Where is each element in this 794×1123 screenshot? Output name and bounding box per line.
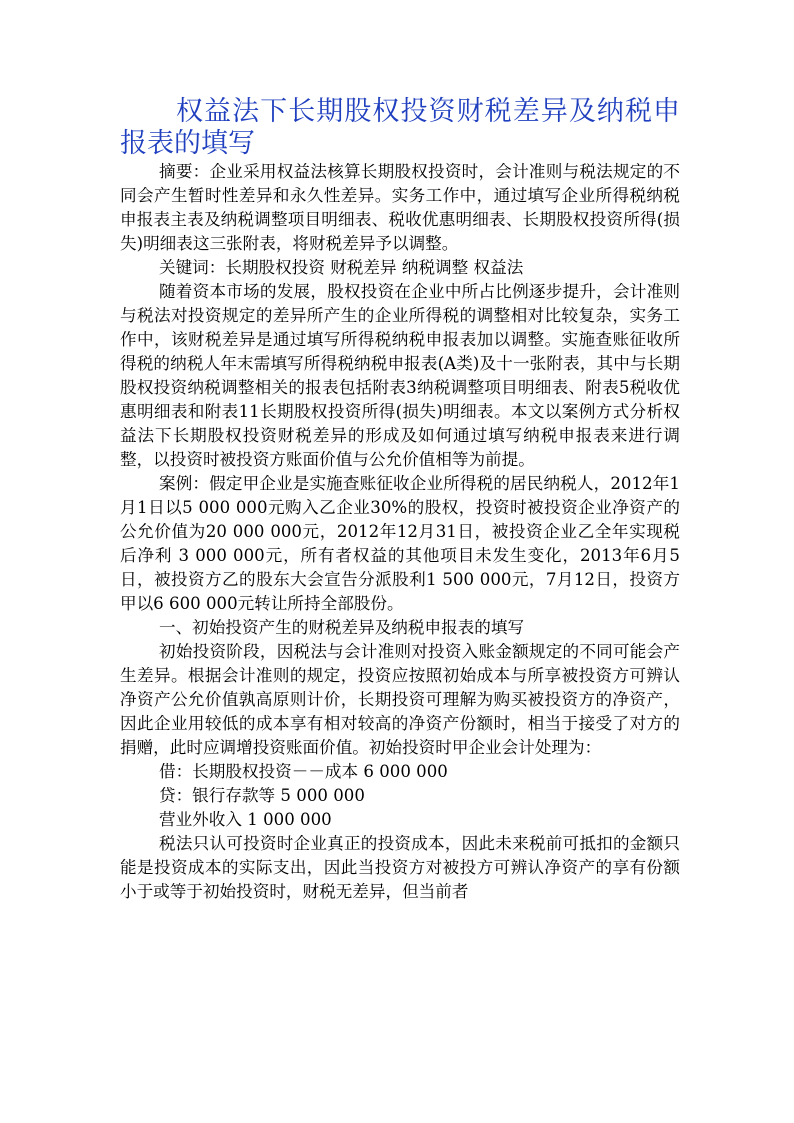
- section-paragraph: 初始投资阶段，因税法与会计准则对投资入账金额规定的不同可能会产生差异。根据会计准则的规定，投资应按照初始成本与所享被投资方可辨认净资产公允价值孰高原则计价，长期投资可理解为购买被投资方的净资产，因此企业用较低的成本享有相对较高的净资产份额时，相当于接受了对方的捐赠，此时应调增投资账面价值。初始投资时甲企业会计处理为：: [120, 642, 680, 757]
- journal-entry-credit-2: 营业外收入 1 000 000: [159, 810, 332, 829]
- abstract-paragraph: 摘要：企业采用权益法核算长期股权投资时，会计准则与税法规定的不同会产生暂时性差异和永久性差异。实务工作中，通过填写企业所得税纳税申报表主表及纳税调整项目明细表、税收优惠明细表、长期股权投资所得(损失)明细表这三张附表，将财税差异予以调整。: [120, 162, 680, 253]
- case-paragraph: 案例：假定甲企业是实施查账征收企业所得税的居民纳税人，2012年1月1日以5 000 000元购入乙企业30%的股权，投资时被投资企业净资产的公允价值为20 000 000元，2012年12月31日，被投资企业乙全年实现税后净利 3 000 000元，所有者权益的其他项目未发生变化，2013年6月5日，被投资方乙的股东大会宣告分派股利1 500 000元，7月12日，投资方甲以6 600 000元转让所持全部股份。: [120, 474, 680, 613]
- document-page: [120, 96, 680, 904]
- journal-entry-credit: 贷：银行存款等 5 000 000: [159, 786, 365, 805]
- section-heading: 一、初始投资产生的财税差异及纳税申报表的填写: [159, 618, 525, 637]
- intro-paragraph: 随着资本市场的发展，股权投资在企业中所占比例逐步提升，会计准则与税法对投资规定的差异所产生的企业所得税的调整相对比较复杂，实务工作中，该财税差异是通过填写所得税纳税申报表加以调整。实施查账征收所得税的纳税人年末需填写所得税纳税申报表(A类)及十一张附表，其中与长期股权投资纳税调整相关的报表包括附表3纳税调整项目明细表、附表5税收优惠明细表和附表11长期股权投资所得(损失)明细表。本文以案例方式分析权益法下长期股权投资财税差异的形成及如何通过填写纳税申报表来进行调整，以投资时被投资方账面价值与公允价值相等为前提。: [120, 282, 680, 469]
- tax-law-paragraph: 税法只认可投资时企业真正的投资成本，因此未来税前可抵扣的金额只能是投资成本的实际支出，因此当投资方对被投方可辨认净资产的享有份额小于或等于初始投资时，财税无差异，但当前者: [120, 834, 680, 901]
- document-title: 权益法下长期股权投资财税差异及纳税申报表的填写: [120, 96, 680, 159]
- journal-entry-debit: 借：长期股权投资－－成本 6 000 000: [159, 762, 448, 781]
- keywords-paragraph: 关键词：长期股权投资 财税差异 纳税调整 权益法: [159, 258, 524, 277]
